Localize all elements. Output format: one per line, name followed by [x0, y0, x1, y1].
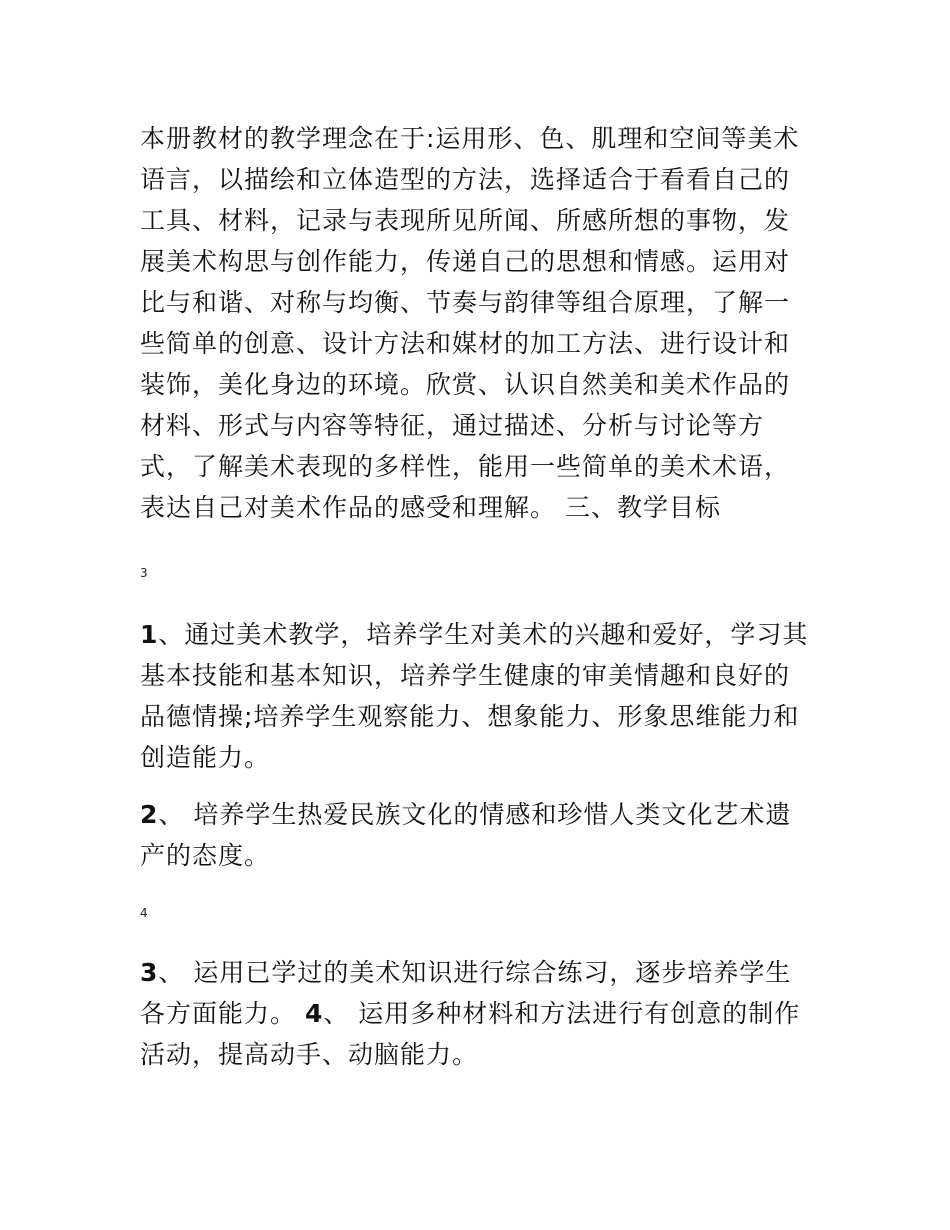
objective-item-2 — [140, 794, 812, 876]
objective-text-2: 、 培养学生热爱民族文化的情感和珍惜人类文化艺术遗产的态度。 — [140, 800, 792, 870]
objective-item-1 — [140, 614, 812, 778]
document-page — [140, 118, 812, 1075]
objective-number-3: 3 — [140, 958, 159, 987]
objective-number-1: 1 — [140, 620, 159, 649]
objective-text-4: 、 运用多种材料和方法进行有创意的制作活动，提高动手、动脑能力。 — [140, 999, 801, 1069]
paragraph-teaching-concept: 本册教材的教学理念在于:运用形、色、肌理和空间等美术语言，以描绘和立体造型的方法，选择适合于看看自己的工具、材料，记录与表现所见所闻、所感所想的事物，发展美术构思与创作能力，传递自己的思想和情感。运用对比与和谐、对称与均衡、节奏与韵律等组合原理，了解一些简单的创意、设计方法和媒材的加工方法、进行设计和装饰，美化身边的环境。欣赏、认识自然美和美术作品的材料、形式与内容等特征，通过描述、分析与讨论等方式，了解美术表现的多样性，能用一些简单的美术术语，表达自己对美术作品的感受和理解。 三、教学目标 — [140, 124, 800, 522]
spacer — [140, 778, 812, 794]
objective-item-3-4 — [140, 952, 812, 1075]
objective-text-1: 、通过美术教学，培养学生对美术的兴趣和爱好，学习其基本技能和基本知识，培养学生健康的审美情趣和良好的品德情操;培养学生观察能力、想象能力、形象思维能力和创造能力。 — [140, 620, 809, 772]
objective-number-4: 4 — [304, 999, 324, 1028]
page-number-3: 3 — [140, 566, 148, 580]
objective-text-3: 、 运用已学过的美术知识进行综合练习，逐步培养学生各方面能力。 — [140, 958, 792, 1028]
page-number-4: 4 — [140, 906, 148, 920]
objective-number-2: 2 — [140, 800, 159, 829]
